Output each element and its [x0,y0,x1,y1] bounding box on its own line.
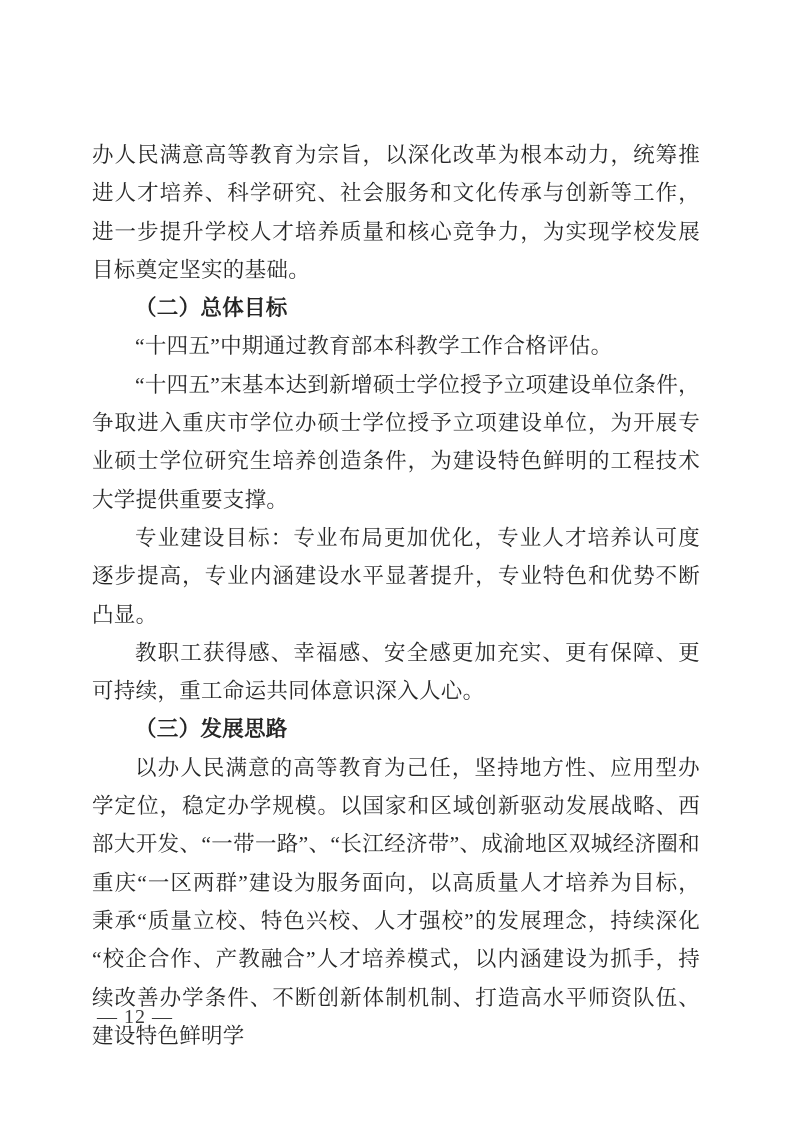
paragraph-masters-degree-goal: “十四五”末基本达到新增硕士学位授予立项建设单位条件，争取进入重庆市学位办硕士学位授予立项建设单位，为开展专业硕士学位研究生培养创造条件，为建设特色鲜明的工程技术大学提供重要支撑。 [92,372,700,512]
paragraph-intro-continuation: 办人民满意高等教育为宗旨，以深化改革为根本动力，统筹推进人才培养、科学研究、社会服务和文化传承与创新等工作，进一步提升学校人才培养质量和核心竞争力，为实现学校发展目标奠定坚实的基础。 [92,143,700,282]
paragraph-development-thinking: 以办人民满意的高等教育为己任，坚持地方性、应用型办学定位，稳定办学规模。以国家和区域创新驱动发展战略、西部大开发、“一带一路”、“长江经济带”、成渝地区双城经济圈和重庆“一区两群”建设为服务面向，以高质量人才培养为目标，秉承“质量立校、特色兴校、人才强校”的发展理念，持续深化“校企合作、产教融合”人才培养模式，以内涵建设为抓手，持续改善办学条件、不断创新体制机制、打造高水平师资队伍、建设特色鲜明学 [92,755,700,1048]
paragraph-staff-wellbeing-goal: 教职工获得感、幸福感、安全感更加充实、更有保障、更可持续，重工命运共同体意识深入人心。 [92,640,700,704]
page-number: — 12 — [97,1006,173,1028]
paragraph-midterm-evaluation: “十四五”中期通过教育部本科教学工作合格评估。 [135,334,613,359]
section-heading-development-thinking: （三）发展思路 [135,717,288,742]
section-heading-overall-goals: （二）总体目标 [135,296,288,321]
paragraph-major-construction-goal: 专业建设目标：专业布局更加优化，专业人才培养认可度逐步提高，专业内涵建设水平显著提升，专业特色和优势不断凸显。 [92,525,700,627]
document-body [92,136,700,1055]
